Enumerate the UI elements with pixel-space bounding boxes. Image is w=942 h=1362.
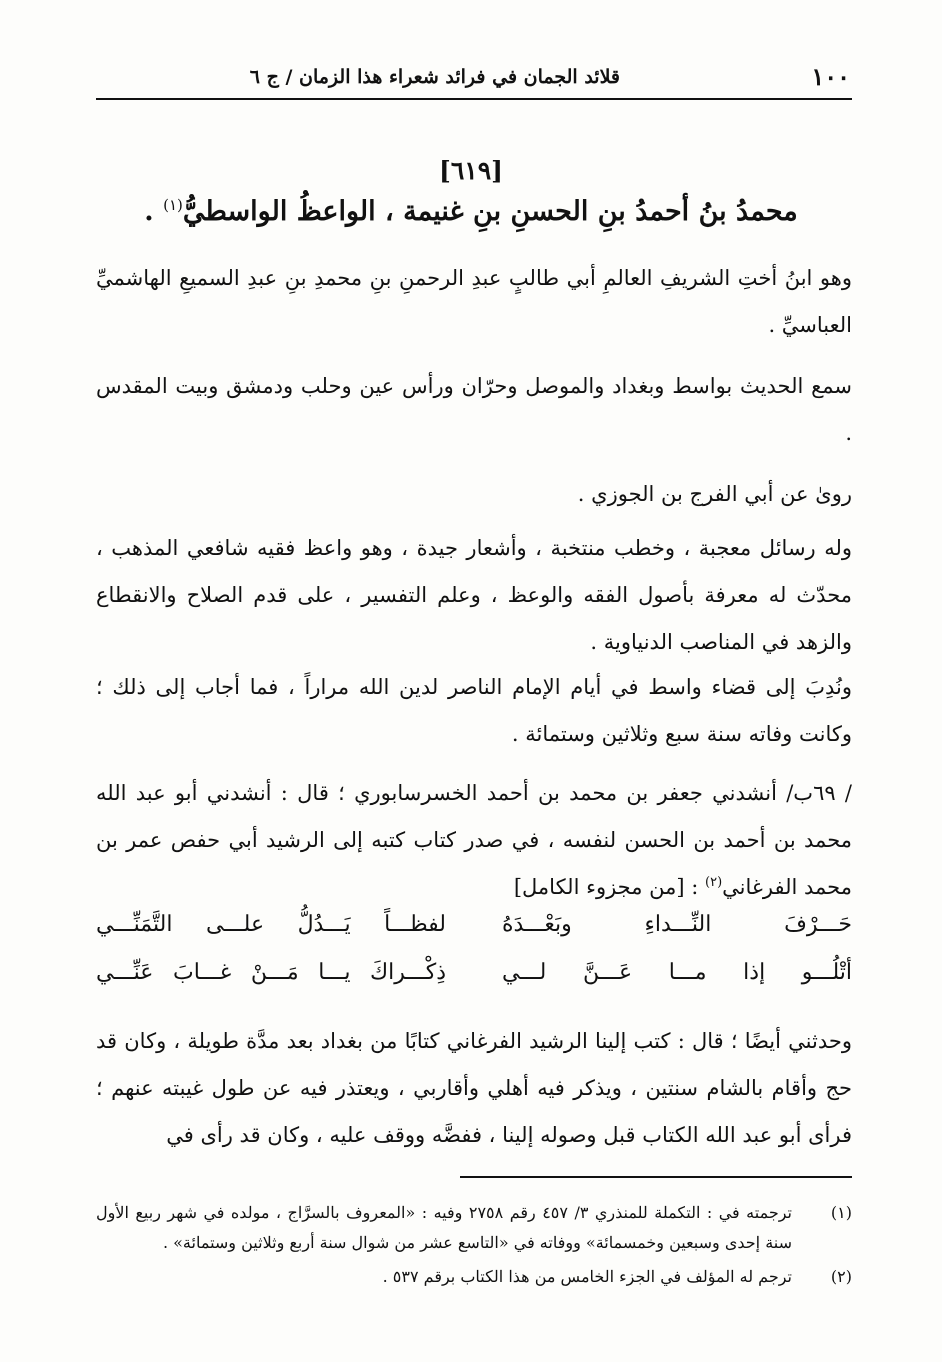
footnote-text: ترجم له المؤلف في الجزء الخامس من هذا الكتاب برقم ٥٣٧ . <box>382 1267 792 1286</box>
verse-hemistich-first: أتْلُـــو إذا مـــا عَـــنَّ لـــي <box>502 960 852 985</box>
running-header <box>96 58 852 100</box>
verse-hemistich-second: لفظـــاً يَـــدُلُّ علـــى التَّمَنِّـــي <box>96 912 446 937</box>
paragraph-hadith: سمع الحديث بواسط وبغداد والموصل وحرّان ورأس عين وحلب ودمشق وبيت المقدس . <box>96 374 852 445</box>
closing-paragraph: وحدثني أيضًا ؛ قال : كتب إلينا الرشيد الفرغاني كتابًا من بغداد بعد مدَّة طويلة ، وكان قد حج وأقام بالشام سنتين ، ويذكر فيه أهلي وأقاربي ، ويعتذر فيه عن طول غيبته عنهم ؛ فرأى أبو عبد الله الكتاب قبل وصوله إلينا ، ففضَّه ووقف عليه ، وكان قد رأى في <box>96 1029 852 1147</box>
entry-title-text: محمدُ بنُ أحمدُ بنِ الحسنِ بنِ غنيمة ، الواعظُ الواسطيُّ <box>182 196 798 227</box>
verse-line <box>96 912 852 958</box>
book-title: قلائد الجمان في فرائد شعراء هذا الزمان / ج ٦ <box>249 66 620 88</box>
footnote-ref-2[interactable]: (٢) <box>705 875 723 890</box>
page-number: ١٠٠ <box>811 62 850 91</box>
entry-number: [٦١٩] <box>439 156 503 185</box>
paragraph-lineage: وهو ابنُ أختِ الشريفِ العالمِ أبي طالبٍ عبدِ الرحمنِ بنِ محمدِ بنِ عبدِ السميعِ الهاشميِّ العباسيِّ . <box>96 266 852 337</box>
paragraph-narration: روىٰ عن أبي الفرج بن الجوزي . <box>577 482 852 506</box>
entry-title-end: . <box>144 196 154 227</box>
footnote-number: (١) <box>830 1203 852 1222</box>
paragraph-works: وله رسائل معجبة ، وخطب منتخبة ، وأشعار جيدة ، وهو واعظ فقيه شافعي المذهب ، محدّث له معرفة بأصول الفقه والوعظ ، وعلم التفسير ، على قدم الصلاح والانقطاع والزهد في المناصب الدنياوية . <box>96 536 852 654</box>
verse-hemistich-first: حَـــرْفَ النِّـــداءِ وبَعْـــدَهُ <box>502 912 852 937</box>
footnote-number: (٢) <box>830 1267 852 1286</box>
poem-intro-text: / ٦٩ب/ أنشدني جعفر بن محمد بن أحمد الخسرسابوري ؛ قال : أنشدني أبو عبد الله محمد بن أحمد بن الحسن لنفسه ، في صدر كتاب كتبه إلى الرشيد أبي حفص عمر بن محمد الفرغاني <box>96 781 852 899</box>
footnote-ref-1[interactable]: (١) <box>163 196 183 214</box>
footnote-1 <box>96 1198 852 1260</box>
footnote-text: ترجمته في : التكملة للمنذري ٣/ ٤٥٧ رقم ٢٧٥٨ وفيه : «المعروف بالسرَّاج ، مولده في شهر ربيع الأول سنة إحدى وسبعين وخمسمائة» ووفاته في «التاسع عشر من شوال سنة أربع وثلاثين وستمائة» . <box>96 1203 792 1252</box>
poem-meter: : [من مجزوء الكامل] <box>513 875 699 899</box>
verse-hemistich-second: ذِكْـــراكَ يـــا مَـــنْ غـــابَ عَنِّـــي <box>96 960 446 985</box>
footnote-separator <box>460 1176 852 1178</box>
paragraph-judgeship: ونُدِبَ إلى قضاء واسط في أيام الإمام الناصر لدين الله مراراً ، فما أجاب إلى ذلك ؛ وكانت وفاته سنة سبع وثلاثين وستمائة . <box>96 675 852 746</box>
entry-title <box>0 196 942 227</box>
poem-intro <box>96 770 852 911</box>
verse-line <box>96 960 852 1006</box>
footnote-2 <box>96 1262 852 1292</box>
